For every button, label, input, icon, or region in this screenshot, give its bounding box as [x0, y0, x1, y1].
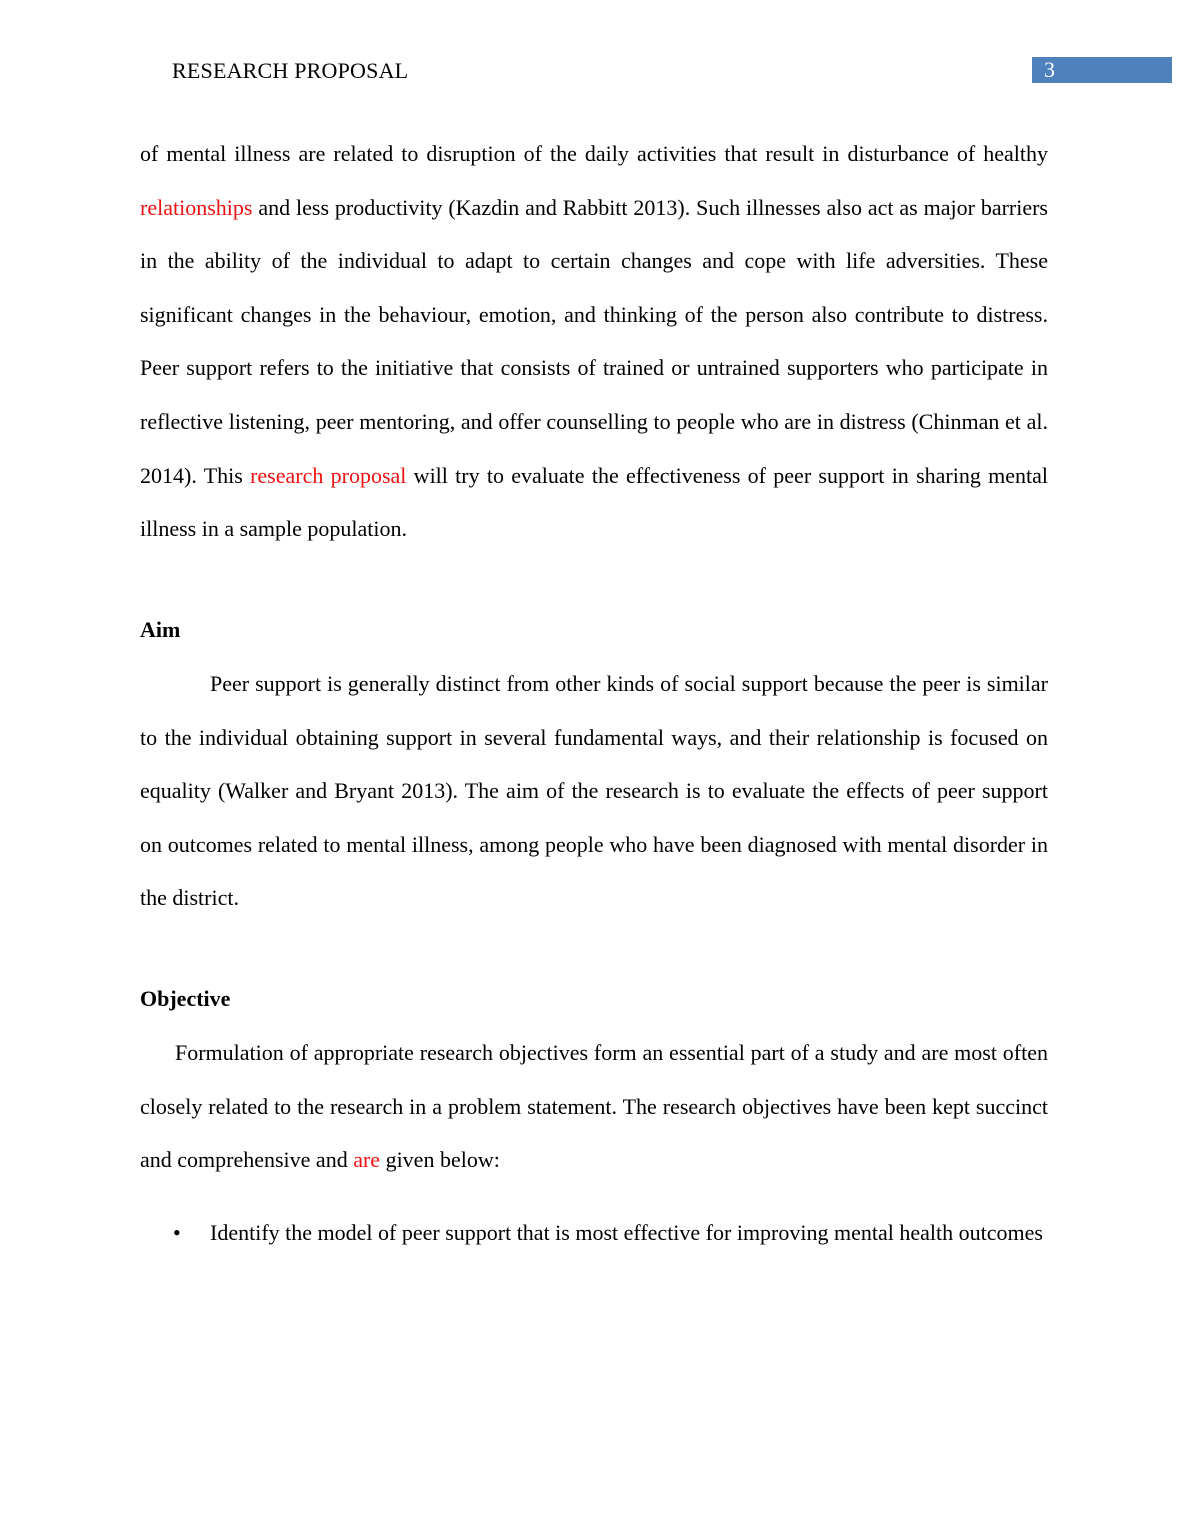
aim-paragraph: Peer support is generally distinct from other kinds of social support because the peer is similar to the individual obtaining support in several fundamental ways, and their relationship is focused on equality (Walker and Bryant 2013). The aim of the research is to evaluate the effects of peer support on outcomes related to mental illness, among people who have been diagnosed with mental disorder in the district. — [140, 671, 1048, 911]
objective-bullet-list — [140, 1206, 1048, 1260]
intro-highlight-relationships: relationships — [140, 194, 253, 220]
objective-text-part1: Formulation of appropriate research objectives form an essential part of a study and are most often closely related to the research in a problem statement. The research objectives have been kept succinct and comprehensive and — [140, 1040, 1048, 1173]
list-item — [140, 1206, 1048, 1260]
intro-paragraph — [140, 127, 1048, 556]
running-header-title: RESEARCH PROPOSAL — [172, 58, 409, 83]
intro-text-part3: will try to evaluate the effectiveness of peer support in sharing mental illness in a sample population. — [140, 462, 1048, 542]
intro-text-part1: of mental illness are related to disruption of the daily activities that result in disturbance of healthy — [140, 141, 1048, 166]
bullet-icon: • — [173, 1220, 181, 1245]
intro-text-part2: and less productivity (Kazdin and Rabbitt 2013). Such illnesses also act as major barriers in the ability of the individual to adapt to certain changes and cope with life adversities. These significant changes in the behaviour, emotion, and thinking of the person also contribute to distress. Peer support refers to the initiative that consists of trained or untrained supporters who participate in reflective listening, peer mentoring, and offer counselling to people who are in distress (Chinman et al. 2014). This — [140, 194, 1048, 488]
objective-highlight-are: are — [353, 1147, 381, 1173]
bullet-text: Identify the model of peer support that is most effective for improving mental health outcomes — [210, 1220, 1043, 1245]
objective-heading: Objective — [140, 986, 231, 1011]
objective-paragraph — [140, 1026, 1048, 1187]
aim-heading: Aim — [140, 617, 181, 642]
objective-text-part2: given below: — [380, 1147, 500, 1173]
intro-highlight-research-proposal: research proposal — [250, 462, 407, 488]
page-number-badge: 3 — [1032, 57, 1172, 83]
